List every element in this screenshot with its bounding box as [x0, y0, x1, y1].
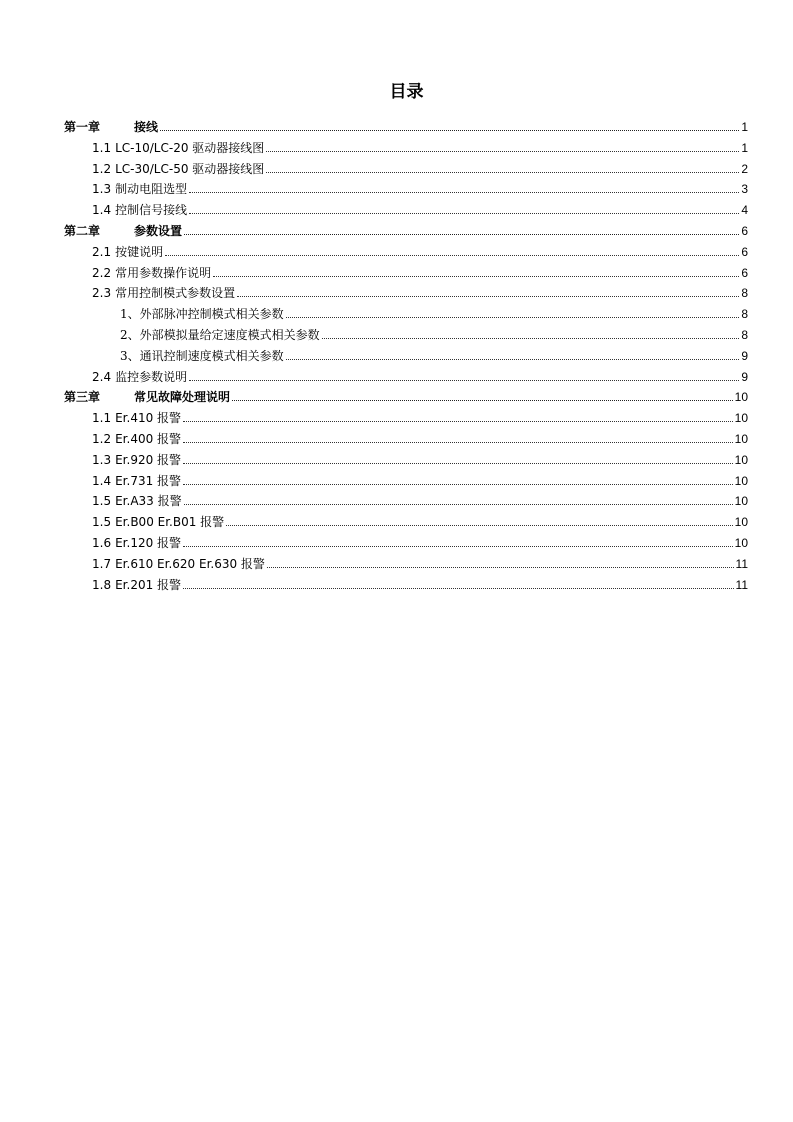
toc-page-number: 10 — [734, 473, 748, 488]
toc-number: 2.2 — [92, 265, 112, 280]
toc-number: 1.5 — [92, 515, 112, 530]
toc-label: Er.A33 报警 — [115, 494, 182, 509]
dot-leader — [226, 525, 732, 526]
toc-page-number: 11 — [735, 577, 748, 592]
toc-section[interactable] — [92, 551, 748, 571]
toc-section[interactable] — [92, 572, 748, 592]
toc-page-number: 6 — [741, 224, 748, 238]
toc-number: 1.1 — [92, 140, 112, 155]
toc-section[interactable] — [92, 176, 748, 196]
toc-page-number: 4 — [741, 203, 748, 218]
toc-chapter[interactable] — [64, 218, 748, 238]
toc-label: Er.400 报警 — [115, 432, 182, 446]
toc-section[interactable] — [92, 197, 748, 217]
toc-page-number: 9 — [741, 348, 748, 363]
toc-number: 2.4 — [92, 369, 112, 384]
toc-label: 参数设置 — [134, 224, 183, 238]
toc-label: Er.731 报警 — [115, 473, 182, 488]
toc-label: Er.B00 Er.B01 报警 — [115, 515, 225, 530]
dot-leader — [213, 276, 739, 277]
dot-leader — [189, 213, 739, 214]
toc-label: 接线 — [134, 120, 159, 134]
toc-page-number: 10 — [734, 515, 748, 530]
toc-page-number: 9 — [741, 369, 748, 384]
toc-chapter[interactable] — [64, 384, 748, 404]
dot-leader — [183, 442, 733, 443]
toc-number: 1.3 — [92, 452, 112, 467]
dot-leader — [266, 151, 739, 152]
toc-page-number: 10 — [734, 452, 748, 467]
dot-leader — [184, 504, 733, 505]
toc-section[interactable] — [92, 509, 748, 529]
toc-label: 按键说明 — [115, 244, 164, 259]
toc-label: Er.120 报警 — [115, 536, 182, 550]
toc-section[interactable] — [92, 280, 748, 300]
toc-number: 1.2 — [92, 432, 112, 446]
toc-number: 1.4 — [92, 203, 112, 218]
dot-leader — [165, 255, 739, 256]
toc-section[interactable] — [92, 364, 748, 384]
toc-page-number: 1 — [741, 120, 748, 134]
dot-leader — [237, 296, 739, 297]
toc-number: 第二章 — [64, 224, 101, 238]
toc-label: 常见故障处理说明 — [134, 390, 231, 405]
toc-page-number: 8 — [741, 286, 748, 301]
toc-section[interactable] — [92, 405, 748, 425]
toc-label: LC-30/LC-50 驱动器接线图 — [115, 161, 265, 176]
dot-leader — [189, 380, 739, 381]
toc-label: 常用控制模式参数设置 — [115, 286, 236, 301]
dot-leader — [183, 484, 733, 485]
toc-section[interactable] — [92, 135, 748, 155]
toc-label: 2、外部模拟量给定速度模式相关参数 — [120, 328, 320, 342]
toc-label: Er.201 报警 — [115, 577, 182, 592]
dot-leader — [189, 192, 739, 193]
toc-page-number: 2 — [741, 161, 748, 176]
toc-section[interactable] — [92, 239, 748, 259]
toc-label: 控制信号接线 — [115, 203, 188, 218]
toc-page-number: 10 — [734, 494, 748, 509]
dot-leader — [183, 546, 733, 547]
toc-section[interactable] — [92, 488, 748, 508]
dot-leader — [160, 130, 739, 131]
toc-page-number: 6 — [741, 265, 748, 280]
toc-section[interactable] — [92, 260, 748, 280]
toc-number: 第一章 — [64, 120, 101, 134]
toc-label: Er.610 Er.620 Er.630 报警 — [115, 556, 265, 571]
toc-page-number: 11 — [735, 556, 748, 571]
toc-number: 1.4 — [92, 473, 112, 488]
toc-page-number: 10 — [734, 390, 748, 405]
toc-label: 1、外部脉冲控制模式相关参数 — [120, 307, 284, 322]
dot-leader — [183, 588, 733, 589]
dot-leader — [266, 172, 739, 173]
toc-number: 1.1 — [92, 411, 112, 426]
toc-subsection[interactable] — [120, 322, 748, 342]
toc-page-number: 6 — [741, 244, 748, 259]
toc-label: Er.920 报警 — [115, 452, 182, 467]
dot-leader — [286, 317, 740, 318]
toc-section[interactable] — [92, 468, 748, 488]
toc-number: 1.8 — [92, 577, 112, 592]
toc-page-number: 3 — [741, 182, 748, 197]
toc-number: 2.3 — [92, 286, 112, 301]
toc-label: 常用参数操作说明 — [115, 265, 212, 280]
toc-label: 监控参数说明 — [115, 369, 188, 384]
toc-number: 1.5 — [92, 494, 112, 509]
toc-page-number: 8 — [741, 307, 748, 322]
toc-label: 制动电阻选型 — [115, 182, 188, 197]
toc-number: 第三章 — [64, 390, 101, 405]
dot-leader — [183, 421, 733, 422]
toc-section[interactable] — [92, 156, 748, 176]
toc-chapter[interactable] — [64, 114, 748, 134]
dot-leader — [184, 234, 739, 235]
toc-subsection[interactable] — [120, 343, 748, 363]
toc-number: 1.6 — [92, 536, 112, 550]
toc-page-number: 10 — [734, 432, 748, 446]
toc-label: LC-10/LC-20 驱动器接线图 — [115, 140, 265, 155]
dot-leader — [183, 463, 733, 464]
dot-leader — [322, 338, 740, 339]
toc-page-number: 8 — [741, 328, 748, 342]
page-title: 目录 — [389, 82, 424, 102]
dot-leader — [267, 567, 734, 568]
toc-section[interactable] — [92, 530, 748, 550]
toc-number: 1.7 — [92, 556, 112, 571]
toc-page-number: 10 — [734, 411, 748, 426]
toc-subsection[interactable] — [120, 301, 748, 321]
toc-page-number: 1 — [741, 140, 748, 155]
dot-leader — [232, 400, 733, 401]
toc-number: 1.2 — [92, 161, 112, 176]
dot-leader — [286, 359, 740, 360]
toc-page-number: 10 — [734, 536, 748, 550]
toc-number: 1.3 — [92, 182, 112, 197]
toc-section[interactable] — [92, 447, 748, 467]
toc-label: 3、通讯控制速度模式相关参数 — [120, 348, 284, 363]
toc-label: Er.410 报警 — [115, 411, 182, 426]
toc-number: 2.1 — [92, 244, 112, 259]
toc-section[interactable] — [92, 426, 748, 446]
